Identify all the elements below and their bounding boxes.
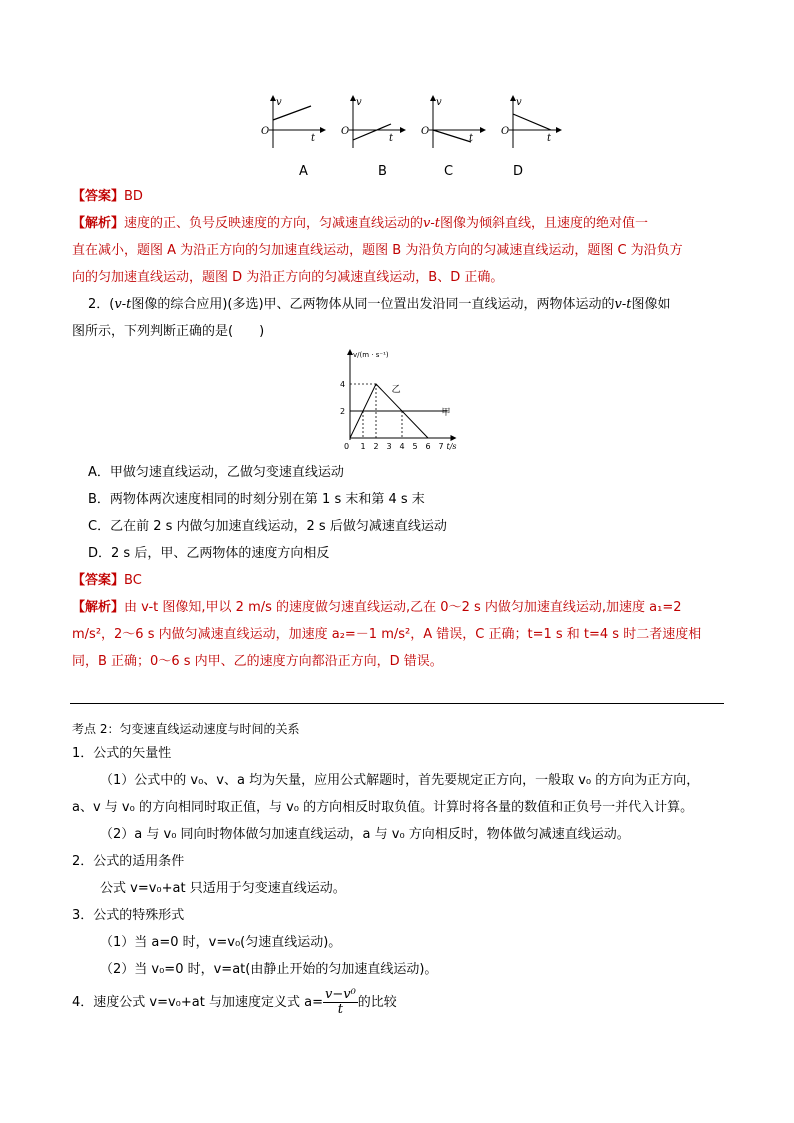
- x-tick-label: 6: [425, 442, 431, 450]
- graph-label-b: B: [378, 164, 387, 179]
- option-a: A．甲做匀速直线运动，乙做匀变速直线运动: [88, 465, 344, 480]
- graph-d-v-label: v: [516, 97, 522, 108]
- graph-c-t-label: t: [469, 133, 474, 144]
- graph-a-v-label: v: [276, 97, 282, 108]
- section2-p4-text: 的比较: [357, 995, 397, 1010]
- x-axis-label: t/s: [446, 442, 457, 450]
- graph-d-origin: O: [501, 126, 510, 137]
- q1-analysis-line3: 向的匀加速直线运动，题图 D 为沿正方向的匀减速直线运动，B、D 正确。: [72, 270, 504, 285]
- series-label-yi: 乙: [391, 385, 401, 396]
- graph-b-t-label: t: [389, 133, 394, 144]
- section2-p1-1: （1）公式中的 v₀、v、a 均为矢量，应用公式解题时，首先要规定正方向，一般取 v₀ 的方向为正方向，: [100, 773, 700, 788]
- series-label-jia: 甲: [441, 408, 451, 418]
- section2-p2-1: 公式 v=v₀+at 只适用于匀变速直线运动。: [100, 881, 346, 896]
- graph-c-v-label: v: [436, 97, 442, 108]
- graph-b-origin: O: [341, 126, 350, 137]
- graph-d: [501, 96, 561, 148]
- graph-label-c: C: [444, 164, 454, 179]
- q1-analysis-line2: 直在减小，题图 A 为沿正方向的匀加速直线运动，题图 B 为沿负方向的匀减速直线运动，题图 C 为沿负方: [72, 243, 683, 258]
- analysis-text: 由 v-t 图像知,甲以 2 m/s 的速度做匀速直线运动,乙在 0～2 s 内做匀加速直线运动,加速度 a₁=2: [124, 600, 682, 615]
- section2-heading: 考点 2：匀变速直线运动速度与时间的关系: [72, 722, 300, 736]
- q2-analysis-line1: [72, 595, 724, 621]
- q2-stem-line1: [88, 292, 724, 318]
- q2-stem-text: 图像如: [631, 297, 671, 312]
- section2-p3-2: （2）当 v₀=0 时，v=at(由静止开始的匀加速直线运动)。: [100, 962, 438, 977]
- answer-tag: 【答案】: [72, 573, 125, 588]
- graph-a-t-label: t: [311, 133, 316, 144]
- x-tick-label: 2: [373, 442, 379, 450]
- x-tick-label: 5: [412, 442, 418, 450]
- section-divider: [70, 703, 724, 704]
- x-tick-label: 7: [438, 442, 444, 450]
- answer-value: BC: [124, 573, 142, 588]
- option-c: C．乙在前 2 s 内做匀加速直线运动，2 s 后做匀减速直线运动: [88, 519, 447, 534]
- analysis-tag: 【解析】: [72, 216, 125, 231]
- q2-analysis-line3: 同，B 正确；0～6 s 内甲、乙的速度方向都沿正方向，D 错误。: [72, 654, 443, 669]
- graph-label-a: A: [299, 164, 308, 179]
- q2-analysis-line2: m/s²，2～6 s 内做匀减速直线运动，加速度 a₂=－1 m/s²，A 错误，C 正确；t=1 s 和 t=4 s 时二者速度相: [72, 627, 702, 642]
- section2-p4: [72, 988, 397, 1018]
- option-d: D．2 s 后，甲、乙两物体的速度方向相反: [88, 546, 330, 561]
- graph-a: [261, 96, 325, 148]
- graph-a-origin: O: [261, 126, 270, 137]
- fraction-numerator: v−v⁰: [324, 987, 356, 1002]
- answer-value: BD: [124, 189, 143, 204]
- section2-p2-title: 2．公式的适用条件: [72, 854, 185, 869]
- graph-c: [421, 96, 485, 148]
- section2-p1-title: 1．公式的矢量性: [72, 746, 172, 761]
- section2-p4-text: 4．速度公式 v=v₀+at 与加速度定义式 a=: [72, 995, 323, 1010]
- q2-vt: v-t: [614, 297, 632, 312]
- analysis-tag: 【解析】: [72, 600, 125, 615]
- y-axis-label: v/(m · s⁻¹): [353, 351, 389, 359]
- graph-b: [341, 96, 405, 148]
- graph-d-t-label: t: [547, 133, 552, 144]
- q2-vt-chart: [338, 346, 478, 450]
- analysis-vt: v-t: [423, 216, 440, 231]
- q1-answer: [72, 184, 724, 210]
- section2-p3-title: 3．公式的特殊形式: [72, 908, 185, 923]
- section2-p1-2: （2）a 与 v₀ 同向时物体做匀加速直线运动，a 与 v₀ 方向相反时，物体做匀减速直线运动。: [100, 827, 630, 842]
- y-tick-label: 2: [340, 407, 346, 416]
- x-tick-label: 1: [360, 442, 366, 450]
- q2-stem-text: 图像的综合应用)(多选)甲、乙两物体从同一位置出发沿同一直线运动，两物体运动的: [131, 297, 615, 312]
- section2-p3-1: （1）当 a=0 时，v=v₀(匀速直线运动)。: [100, 935, 342, 950]
- graph-b-v-label: v: [356, 97, 362, 108]
- answer-tag: 【答案】: [72, 189, 125, 204]
- x-tick-label: 0: [344, 442, 350, 450]
- acceleration-fraction: [323, 988, 358, 1017]
- section2-p1-1b: a、v 与 v₀ 的方向相同时取正值，与 v₀ 的方向相反时取负值。计算时将各量的数值和正负号一并代入计算。: [72, 800, 694, 815]
- q2-vt: v-t: [114, 297, 132, 312]
- q2-number: 2．(: [88, 297, 115, 312]
- q1-analysis-line1: [72, 211, 724, 237]
- graph-c-origin: O: [421, 126, 430, 137]
- graph-label-d: D: [513, 164, 524, 179]
- vt-graphs-figure: [255, 92, 565, 152]
- analysis-text: 速度的正、负号反映速度的方向，匀减速直线运动的: [124, 216, 424, 231]
- analysis-text: 图像为倾斜直线，且速度的绝对值一: [440, 216, 649, 231]
- q2-stem-line2: 图所示，下列判断正确的是( ): [72, 324, 265, 339]
- q2-answer: [72, 568, 724, 594]
- x-tick-label: 4: [399, 442, 405, 450]
- option-b: B．两物体两次速度相同的时刻分别在第 1 s 末和第 4 s 末: [88, 492, 425, 507]
- fraction-denominator: t: [337, 1002, 343, 1017]
- y-tick-label: 4: [340, 380, 346, 389]
- x-tick-label: 3: [386, 442, 392, 450]
